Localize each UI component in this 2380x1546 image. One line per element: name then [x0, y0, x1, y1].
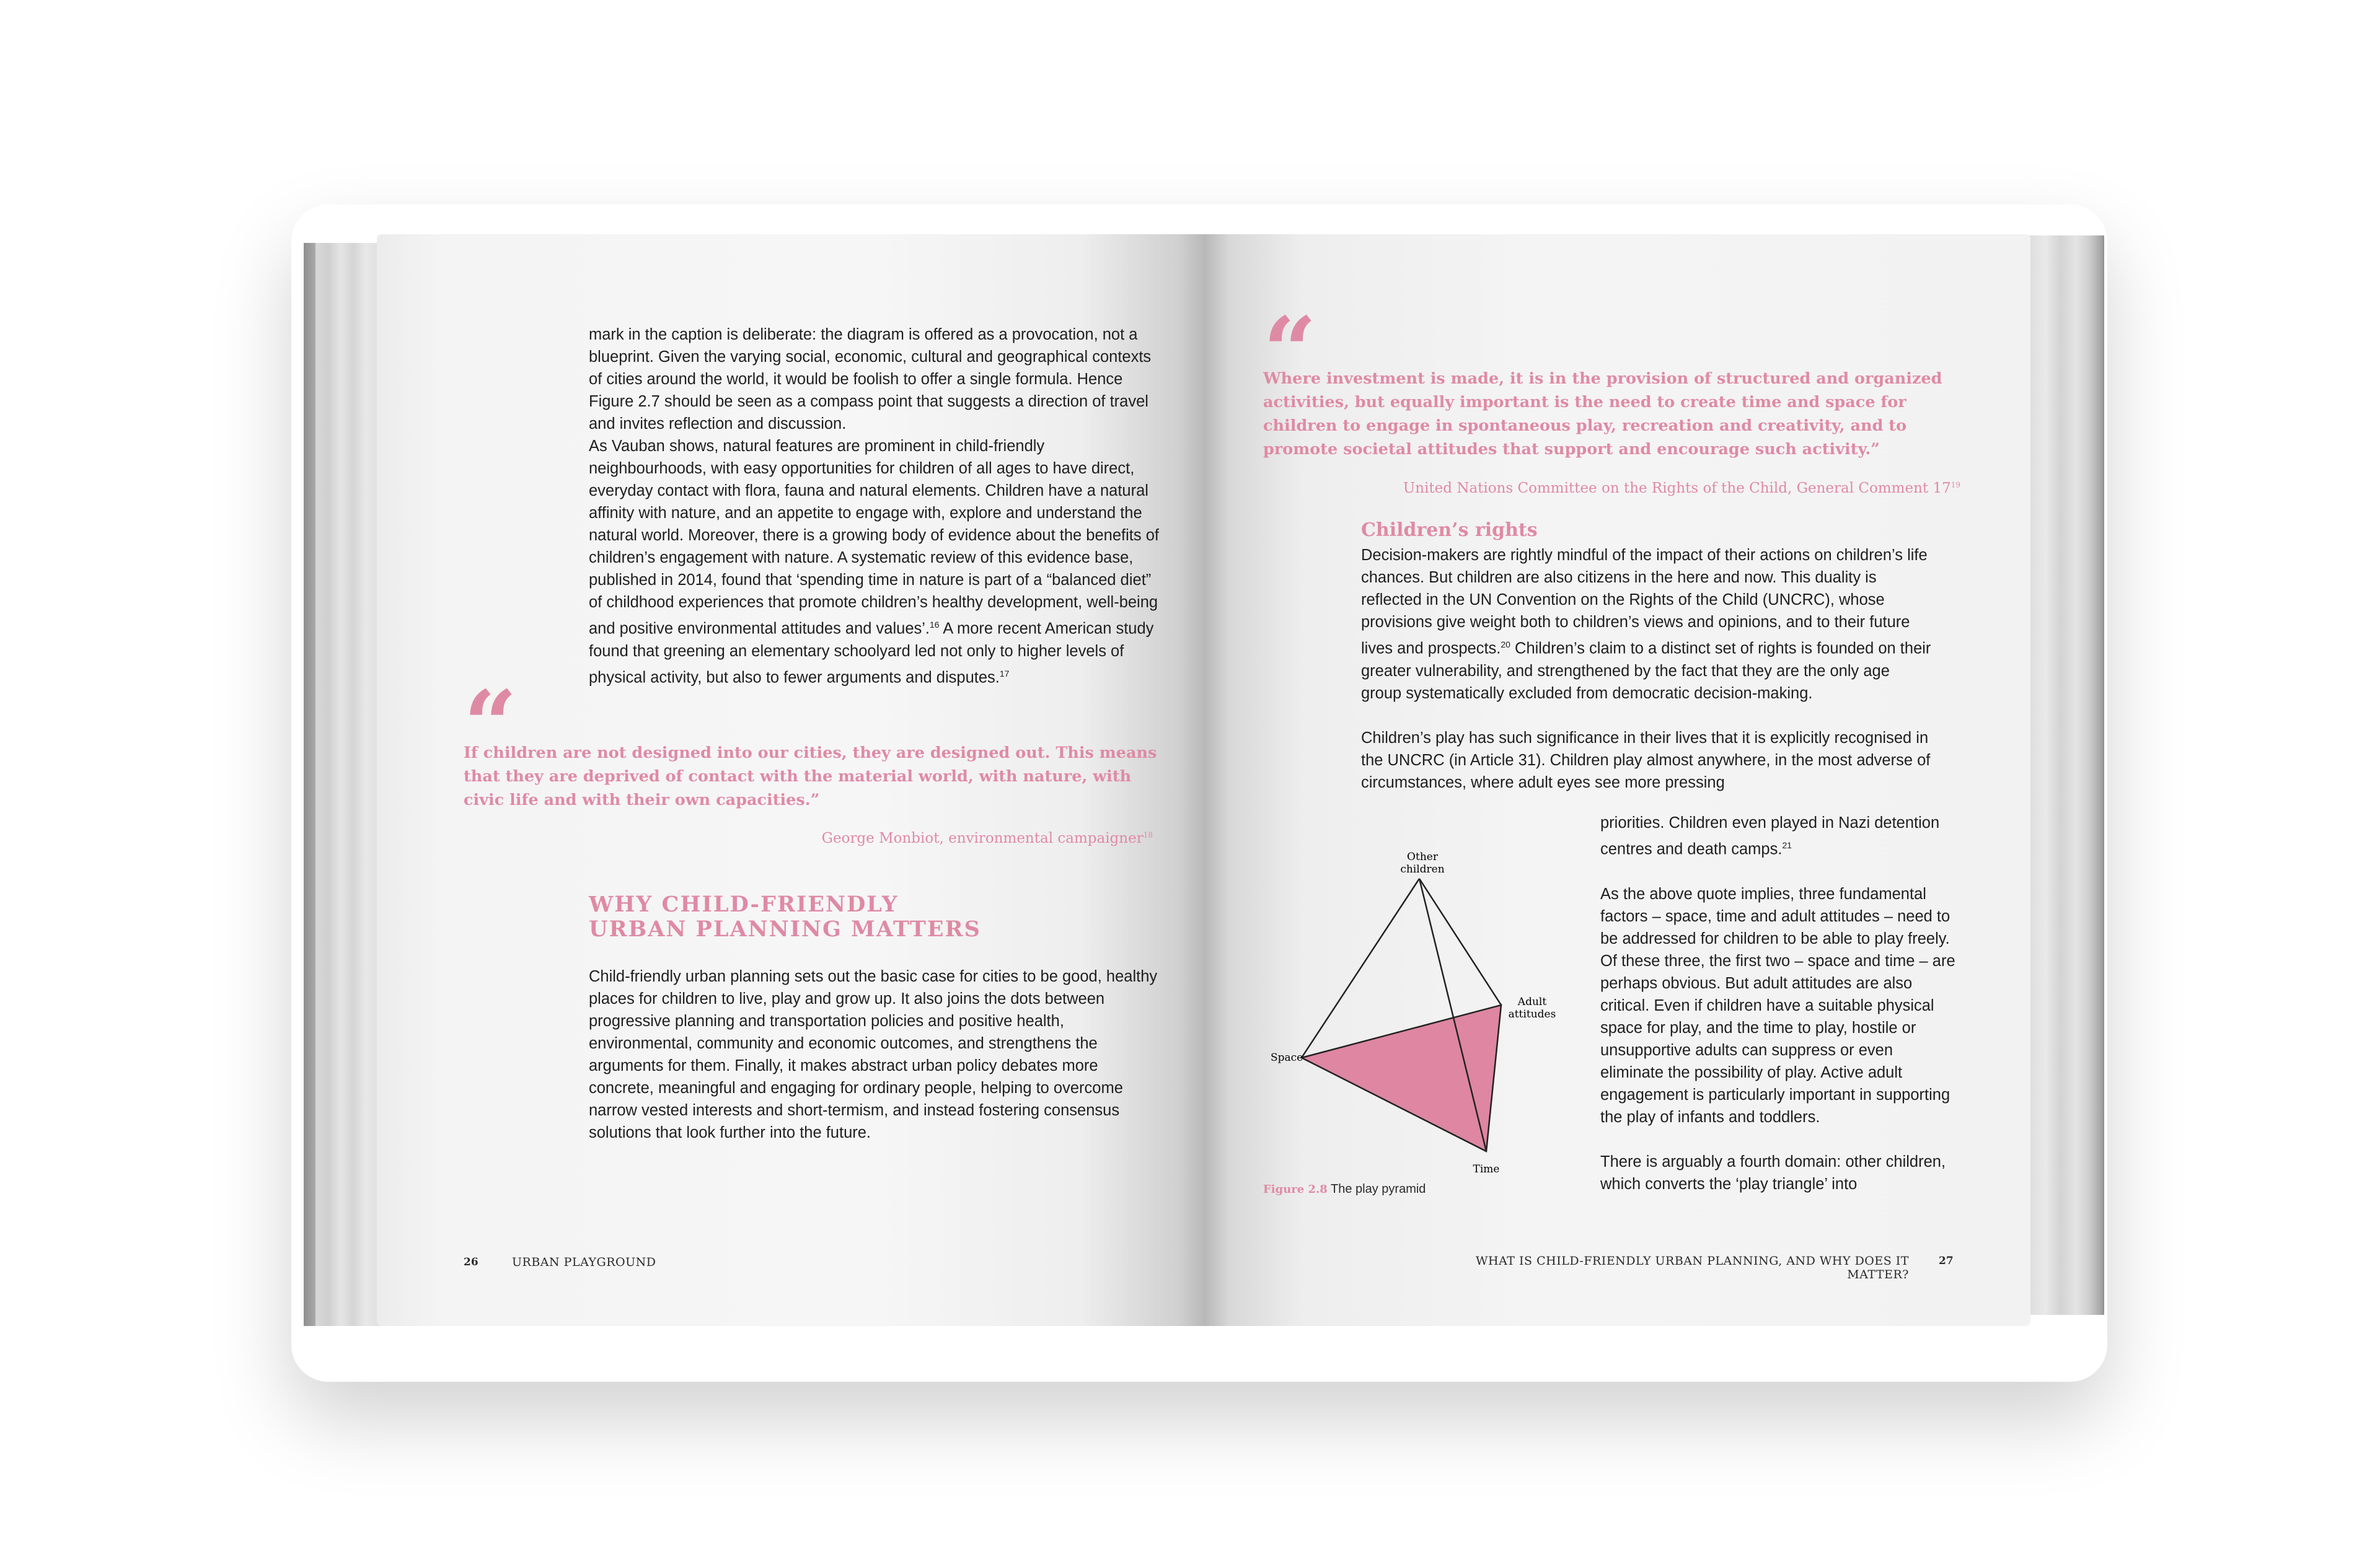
left-page-stack [304, 243, 384, 1326]
pyramid-face [1302, 1005, 1501, 1151]
figure-caption: Figure 2.8 The play pyramid [1263, 1182, 1426, 1196]
label-other-children: Other [1407, 851, 1438, 863]
paragraph-why-matters: Child-friendly urban planning sets out the basic case for cities to be good, healthy places for children to live, play and grow up. It also joins the dots between progressive planning and transportation policies and positive health, environmental, community and economic outcomes, and strengthens the arguments for them. Finally, it makes abstract urban policy debates more concrete, meaningful and engaging for ordinary people, helping to overcome narrow vested interests and short-termism, and instead fostering consensus solutions that look further into the future. [589, 968, 1158, 1141]
right-quote-mark: “ [1263, 297, 1311, 406]
paragraph-factors: As the above quote implies, three fundamental factors – space, time and adult attitudes – need to be addressed for children to be able to play freely. Of these three, the first two – space and time – are perhaps obvious. But adult attitudes are also critical. Even if children have a suitable physical space for play, and the time to play, hostile or unsupportive adults can suppress or even eliminate the possibility of play. Active adult engagement is particularly important in supporting the play of infants and toddlers. [1600, 885, 1955, 1126]
pyramid-edge [1419, 879, 1501, 1005]
left-pull-quote: If children are not designed into our cities, they are designed out. This means that they are deprived of contact with the material world, with nature, with civic life and with their own capacities.” [464, 744, 1157, 809]
right-body-column [1600, 812, 1960, 1195]
right-folio: 27 [1939, 1255, 1954, 1267]
label-other-children-2: children [1400, 863, 1445, 876]
right-quote-attribution: United Nations Committee on the Rights of the Child, General Comment $17^{19}$ [1403, 480, 1960, 496]
label-adult-attitudes-2: attitudes [1508, 1008, 1556, 1021]
right-page-stack [2027, 235, 2104, 1315]
subheading-childrens-rights: Children’s rights [1361, 519, 1538, 541]
label-adult-attitudes: Adult [1517, 996, 1547, 1008]
paragraph-fourth-domain: There is arguably a fourth domain: other children, which converts the ‘play triangle’ into [1600, 1153, 1946, 1193]
right-pull-quote: Where investment is made, it is in the provision of structured and organized activities, but equally important is the need to create time and space for children to engage in spontaneous play, recreation and creativity, and to promote societal attitudes that support and encourage such activity.” [1263, 369, 1942, 459]
paragraph-nature: As Vauban shows, natural features are prominent in child-friendly neighbourhoods, with easy opportunities for children of all ages to have direct, everyday contact with flora, fauna and natural elements. Children have a natural affinity with nature, and an appetite to engage with, explore and understand the natural world. Moreover, there is a growing body of evidence about the benefits of children’s engagement with nature. A systematic review of this evidence base, published in 2014, found that ‘spending time in nature is part of a “balanced diet” of childhood experiences that promote children’s healthy development, well-being and positive environmental attitudes and values’.$^{16}$ A more recent American study found that greening an elementary schoolyard led not only to higher levels of physical activity, but also to fewer arguments and disputes.$^{17}$ [589, 437, 1159, 686]
play-pyramid-diagram [1258, 843, 1593, 1190]
paragraph-play-a: Children’s play has such significance in their lives that it is explicitly recognised in the UNCRC (in Article 31). Children play almost anywhere, in the most adverse of circumstances, where adult eyes see more pressing [1361, 729, 1931, 791]
paragraph-rights: Decision-makers are rightly mindful of the impact of their actions on children’s life chances. But children are also citizens in the here and now. This duality is reflected in the UN Convention on the Rights of the Child (UNCRC), whose provisions give weight both to children’s views and opinions, and to their future lives and prospects.$^{20}$ Children’s claim to a distinct set of rights is founded on their greater vulnerability, and strengthened by the fact that they are the only age group systematically excluded from democratic decision-making. [1361, 547, 1931, 702]
right-body-top [1361, 544, 1931, 794]
right-running-title: WHAT IS CHILD-FRIENDLY URBAN PLANNING, AND WHY DOES IT MATTER? [1476, 1254, 1909, 1281]
paragraph-figure-note: mark in the caption is deliberate: the diagram is offered as a provocation, not a blueprint. Given the varying social, economic, cultural and geographical contexts of cities around the world, it would be foolish to offer a single formula. Hence Figure 2.7 should be seen as a compass point that suggests a direction of travel and invites reflection and discussion. [589, 326, 1152, 433]
left-body-top [589, 323, 1159, 688]
label-time: Time [1473, 1163, 1500, 1175]
left-quote-attribution: George Monbiot, environmental campaigner$^{18}$ [821, 830, 1153, 846]
left-running-title: URBAN PLAYGROUND [512, 1255, 656, 1269]
left-folio: 26 [464, 1256, 478, 1268]
paragraph-play-b: priorities. Children even played in Nazi detention centres and death camps.$^{21}$ [1600, 814, 1940, 858]
left-quote-mark: “ [464, 670, 511, 780]
section-heading: WHY CHILD-FRIENDLY URBAN PLANNING MATTERS [589, 892, 981, 942]
label-space: Space [1271, 1052, 1303, 1064]
